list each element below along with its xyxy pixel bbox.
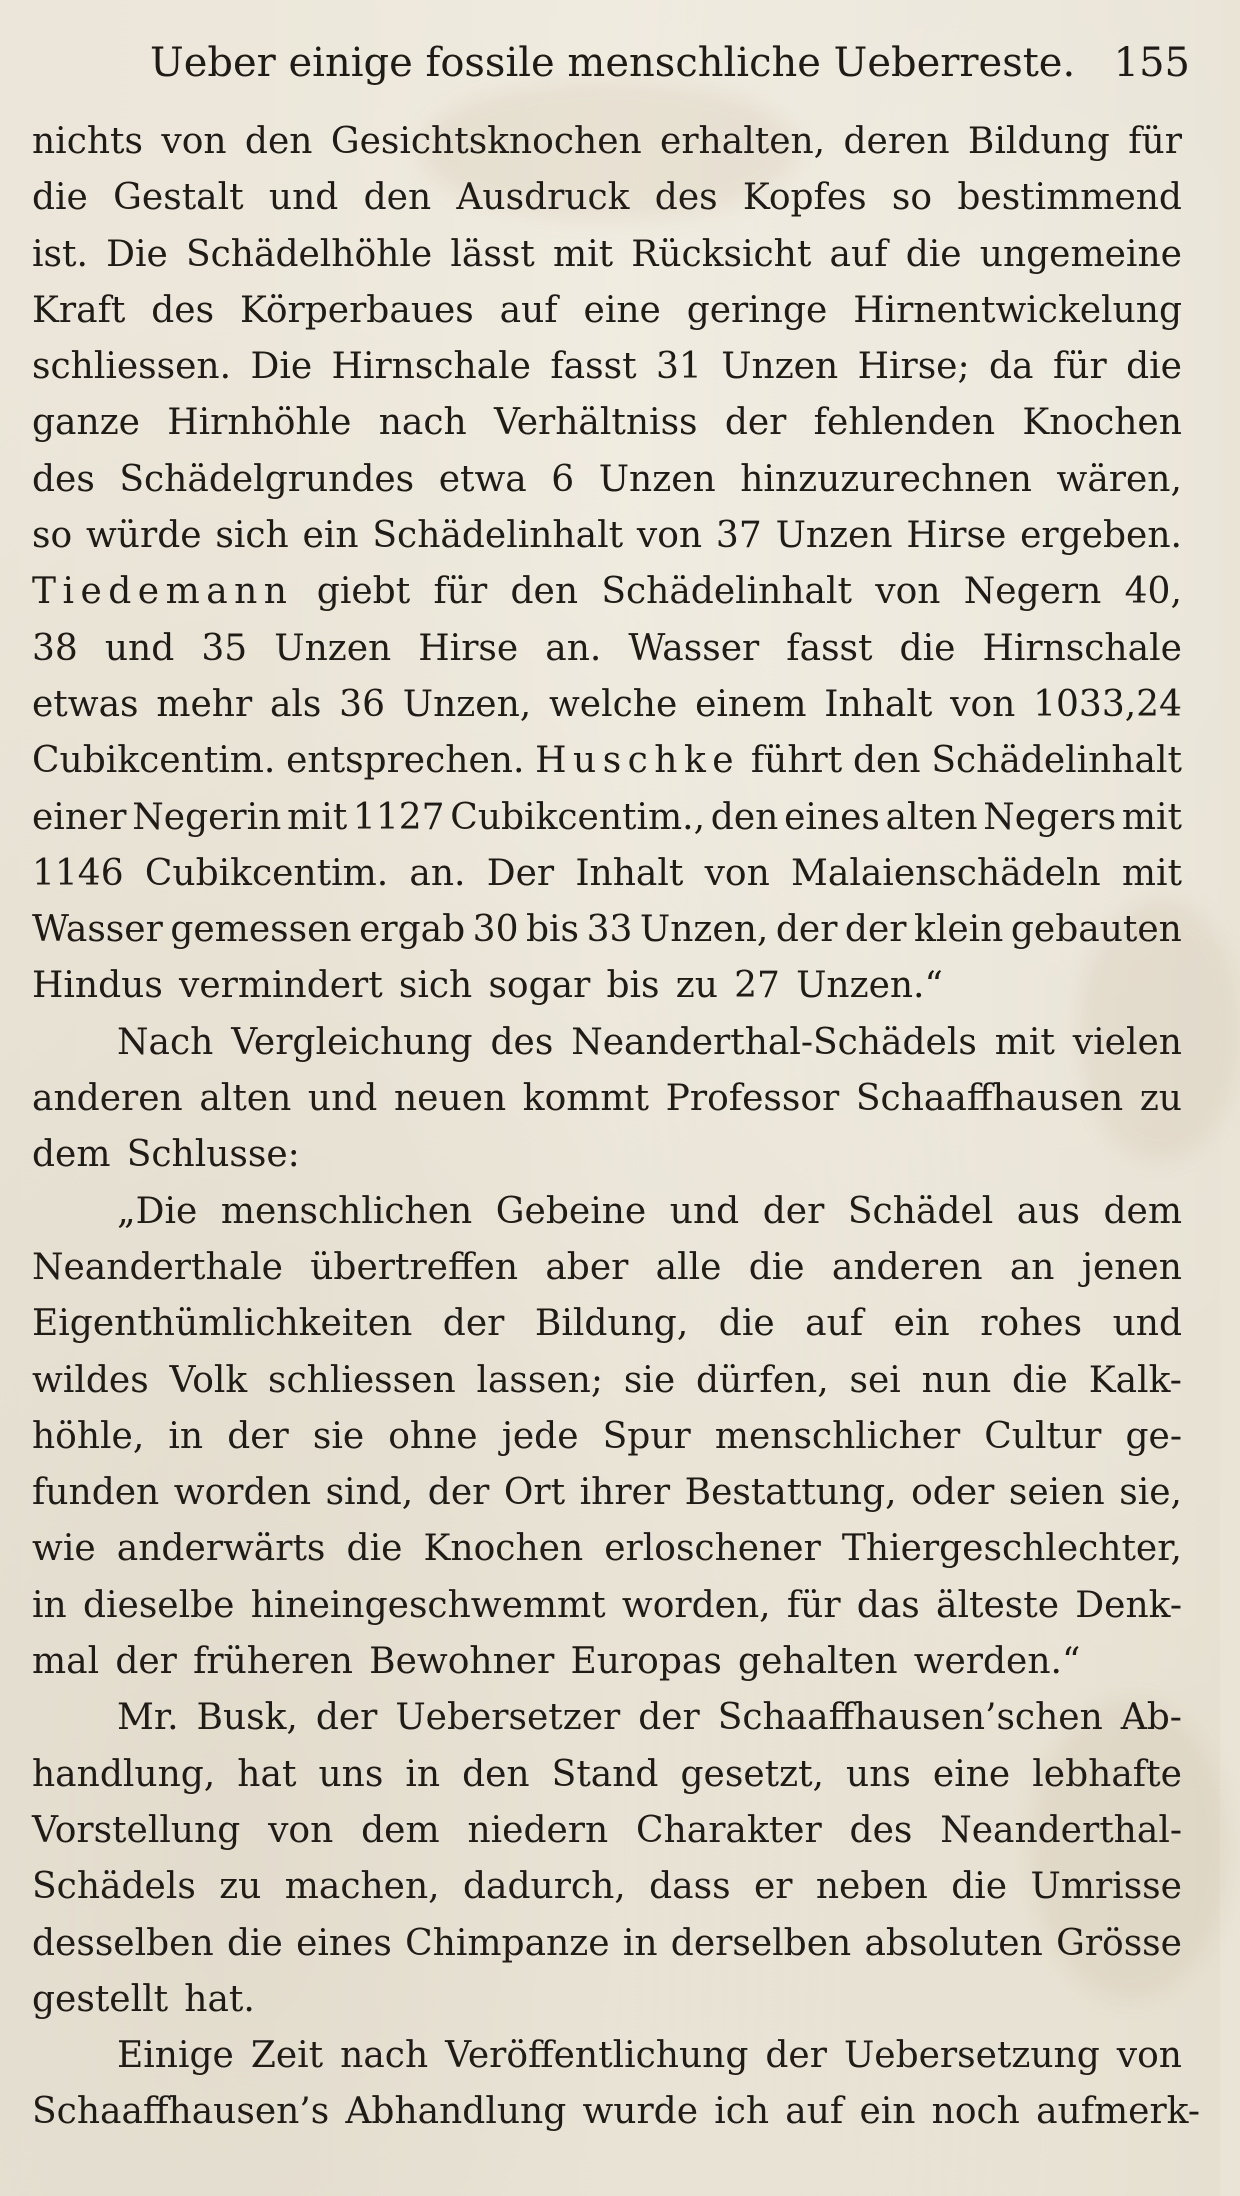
text-line: Kraft des Körperbaues auf eine geringe Hirnentwickelung: [32, 289, 1182, 331]
text-line: schliessen. Die Hirnschale fasst 31 Unzen Hirse; da für die: [32, 346, 1182, 388]
text-line: 1146 Cubikcentim. an. Der Inhalt von Malaienschädeln mit: [32, 852, 1182, 894]
text-line: Nach Vergleichung des Neanderthal-Schädels mit vielen: [117, 1021, 1182, 1063]
text-line: ist. Die Schädelhöhle lässt mit Rücksicht auf die ungemeine: [32, 233, 1182, 275]
text-line: Neanderthale übertreffen aber alle die anderen an jenen: [32, 1246, 1182, 1288]
text-line: etwas mehr als 36 Unzen, welche einem Inhalt von 1033,24: [32, 683, 1182, 725]
running-title: Ueber einige fossile menschliche Ueberreste.: [150, 40, 1076, 86]
text-line: höhle, in der sie ohne jede Spur menschlicher Cultur ge-: [32, 1415, 1182, 1457]
text-line: „Die menschlichen Gebeine und der Schädel aus dem: [117, 1190, 1182, 1232]
text-line: funden worden sind, der Ort ihrer Bestattung, oder seien sie,: [32, 1472, 1182, 1514]
text-line: wie anderwärts die Knochen erloschener Thiergeschlechter,: [32, 1528, 1182, 1570]
text-line: Eigenthümlichkeiten der Bildung, die auf ein rohes und: [32, 1303, 1182, 1345]
paragraph: [32, 1015, 1182, 1184]
text-line: handlung, hat uns in den Stand gesetzt, uns eine lebhafte: [32, 1753, 1182, 1795]
paragraph: [32, 114, 1182, 1015]
text-line: Schaaffhausen’s Abhandlung wurde ich auf ein noch aufmerk-: [32, 2091, 1201, 2133]
text-line: Mr. Busk, der Uebersetzer der Schaaffhausen’schen Ab-: [117, 1697, 1182, 1739]
paragraph: [32, 1690, 1182, 2028]
text-line: Cubikcentim. entsprechen. Huschke führt den Schädelinhalt: [32, 740, 1182, 782]
text-line: gestellt hat.: [32, 1978, 255, 2020]
text-line: mal der früheren Bewohner Europas gehalten werden.“: [32, 1641, 1081, 1683]
paragraph: [32, 2028, 1201, 2141]
text-line: Tiedemann giebt für den Schädelinhalt von Negern 40,: [32, 571, 1182, 613]
text-line: dem Schlusse:: [32, 1134, 300, 1176]
text-line: in dieselbe hineingeschwemmt worden, für das älteste Denk-: [32, 1584, 1182, 1626]
paragraph: [32, 1184, 1182, 1691]
text-line: des Schädelgrundes etwa 6 Unzen hinzuzurechnen wären,: [32, 458, 1182, 500]
text-line: einer Negerin mit 1127 Cubikcentim., den eines alten Negers mit: [32, 796, 1182, 838]
text-line: Wasser gemessen ergab 30 bis 33 Unzen, der der klein gebauten: [32, 909, 1182, 951]
running-header: [150, 28, 1190, 98]
body-text: [32, 114, 1201, 2141]
text-line: Einige Zeit nach Veröffentlichung der Uebersetzung von: [117, 2035, 1182, 2077]
text-line: wildes Volk schliessen lassen; sie dürfen, sei nun die Kalk-: [32, 1359, 1182, 1401]
text-line: die Gestalt und den Ausdruck des Kopfes so bestimmend: [32, 177, 1182, 219]
text-line: Vorstellung von dem niedern Charakter des Neanderthal-: [32, 1809, 1182, 1851]
text-line: desselben die eines Chimpanze in derselben absoluten Grösse: [32, 1922, 1182, 1964]
text-line: Hindus vermindert sich sogar bis zu 27 Unzen.“: [32, 965, 943, 1007]
page-number: 155: [1113, 40, 1190, 86]
text-line: ganze Hirnhöhle nach Verhältniss der fehlenden Knochen: [32, 402, 1182, 444]
text-line: so würde sich ein Schädelinhalt von 37 Unzen Hirse ergeben.: [32, 515, 1182, 557]
text-line: 38 und 35 Unzen Hirse an. Wasser fasst die Hirnschale: [32, 627, 1182, 669]
text-line: Schädels zu machen, dadurch, dass er neben die Umrisse: [32, 1866, 1182, 1908]
text-line: nichts von den Gesichtsknochen erhalten, deren Bildung für: [32, 121, 1182, 162]
text-line: anderen alten und neuen kommt Professor Schaaffhausen zu: [32, 1078, 1182, 1120]
